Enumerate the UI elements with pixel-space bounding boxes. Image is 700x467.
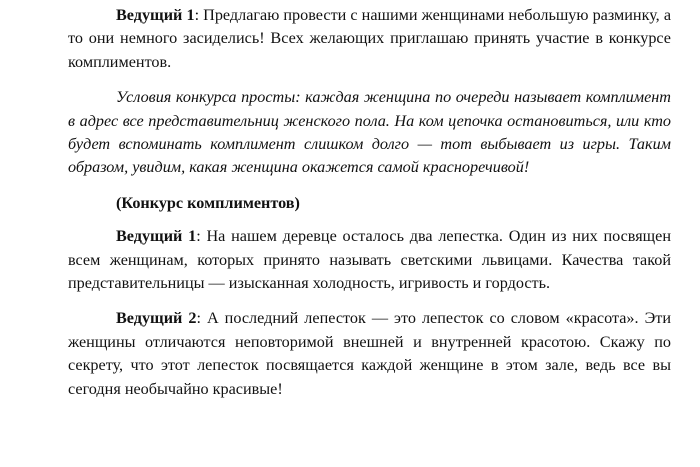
paragraph-text: Условия конкурса просты: каждая женщина по очереди называет комплимент в адрес все представительниц женского пола. На ком цепочка остановиться, или кто будет вспоминать комплимент слишком долго — тот выбывает из игры. Таким образом, увидим, какая женщина окажется самой красноречивой!	[68, 88, 671, 177]
speaker-label: Ведущий 1	[116, 227, 197, 246]
speaker-label: Ведущий 2	[116, 309, 197, 328]
paragraph-host1-intro	[68, 0, 671, 74]
paragraph-contest-rules	[68, 86, 671, 180]
document-page	[68, 0, 671, 401]
speaker-label: Ведущий 1	[116, 6, 195, 24]
paragraph-host2-beauty	[68, 307, 671, 401]
paragraph-host1-petals	[68, 225, 671, 295]
paragraph-text: : Предлагаю провести с нашими женщинами небольшую разминку, а то они немного засиделись! Всех желающих приглашаю принять участие в конкурсе комплиментов.	[68, 6, 672, 71]
contest-heading: (Конкурс комплиментов)	[116, 193, 300, 212]
paragraph-text: : На нашем деревце осталось два лепестка. Один из них посвящен всем женщинам, которых принято называть светскими львицами. Качества такой представительницы — изысканная холодность, игривость и гордость.	[68, 227, 671, 293]
paragraph-text: : А последний лепесток — это лепесток со словом «красота». Эти женщины отличаются неповторимой внешней и внутренней красотою. Скажу по секрету, что этот лепесток посвящается каждой женщине в этом зале, ведь все вы сегодня необычайно красивые!	[68, 309, 672, 398]
